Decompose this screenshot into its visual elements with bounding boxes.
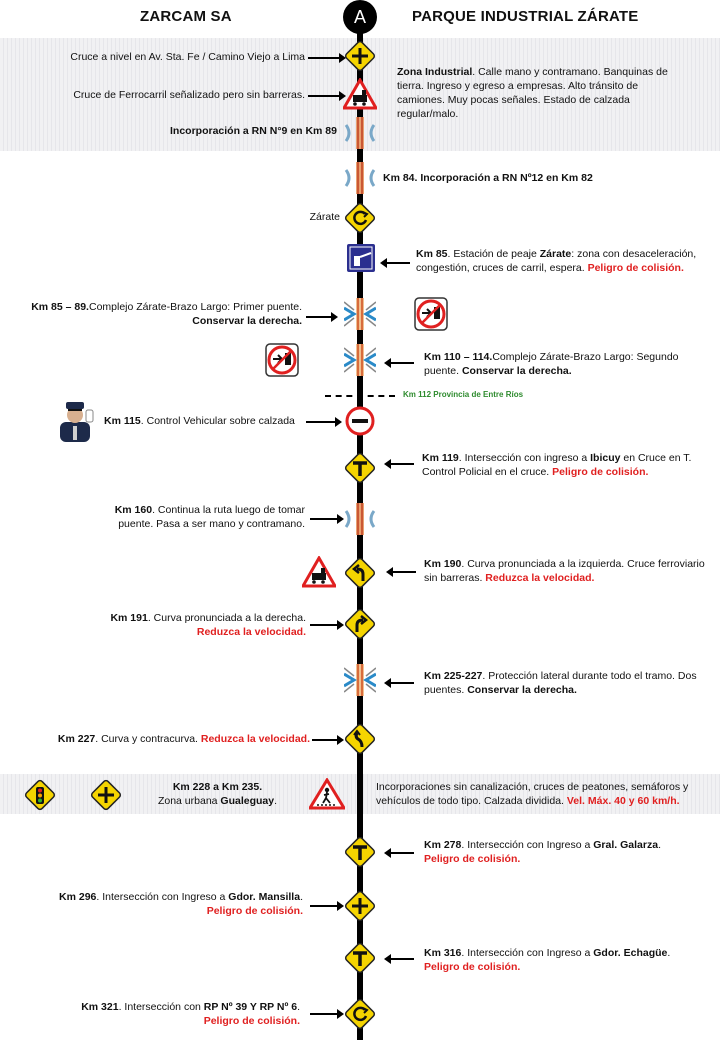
cruce-nivel-text: Cruce a nivel en Av. Sta. Fe / Camino Viejo a Lima	[70, 51, 305, 63]
left-curve-sign-icon	[344, 557, 376, 589]
arrow-cruce-ffcc	[308, 95, 344, 97]
arrow-km119	[386, 463, 414, 465]
km190-text: Km 190. Curva pronunciada a la izquierda. Cruce ferroviario sin barreras. Reduzca la velocidad.	[424, 558, 705, 584]
km316-text: Km 316. Intersección con Ingreso a Gdor. Echagüe. Peligro de colisión.	[424, 947, 671, 973]
km321-text: Km 321. Intersección con RP Nº 39 Y RP Nº 6. Peligro de colisión.	[81, 1001, 300, 1027]
zona-industrial-title: Zona Industrial	[397, 66, 473, 78]
incorp-rn9-text: Incorporación a RN N°9 en Km 89	[170, 125, 337, 137]
toll-station-sign-icon	[347, 244, 375, 272]
crossroad-sign-icon	[344, 40, 376, 72]
km228-text: Km 228 a Km 235. Zona urbana Gualeguay.	[157, 781, 278, 807]
t-intersection-sign-icon	[344, 836, 376, 868]
zona-industrial-text: Zona Industrial. Calle mano y contramano. Banquinas de tierra. Ingreso y egreso a empresas. Alto tránsito de camiones. Muy pocas señales. Estado de calzada regular/malo.	[397, 66, 668, 120]
zarate-label: Zárate	[309, 211, 340, 223]
bridge-icon	[344, 503, 376, 535]
roundabout-sign-icon	[344, 202, 376, 234]
arrow-km115	[306, 421, 340, 423]
km278-text: Km 278. Intersección con Ingreso a Gral. Galarza. Peligro de colisión.	[424, 839, 661, 865]
no-overtaking-sign-icon	[414, 297, 450, 333]
right-curve-sign-icon	[344, 608, 376, 640]
arrow-cruce-nivel	[308, 57, 344, 59]
province-border-label: Km 112 Provincia de Entre Ríos	[403, 390, 524, 399]
km191-text: Km 191. Curva pronunciada a la derecha. Reduzca la velocidad.	[110, 612, 306, 638]
bridge-protection-icon	[344, 344, 376, 376]
incorp-rn12-text: Km 84. Incorporación a RN Nº12 en Km 82	[383, 172, 593, 184]
arrow-km316	[386, 958, 414, 960]
km85-text: Km 85. Estación de peaje Zárate: zona con desaceleración, congestión, cruces de carril, espera. Peligro de colisión.	[416, 248, 697, 274]
km119-text: Km 119. Intersección con ingreso a Ibicuy en Cruce en T. Control Policial en el cruce. Peligro de colisión.	[422, 452, 692, 478]
double-curve-sign-icon	[344, 723, 376, 755]
arrow-km278	[386, 852, 414, 854]
no-entry-sign-icon	[345, 406, 375, 436]
bridge-protection-icon	[344, 664, 376, 696]
railway-crossing-sign-icon	[343, 78, 377, 110]
arrow-km85	[382, 262, 410, 264]
t-intersection-sign-icon	[344, 452, 376, 484]
arrow-km160	[310, 518, 342, 520]
t-intersection-sign-icon	[344, 942, 376, 974]
arrow-km191	[310, 624, 342, 626]
km110-text: Km 110 – 114.Complejo Zárate-Brazo Largo: Segundo puente. Conservar la derecha.	[424, 351, 679, 377]
police-officer-icon	[56, 398, 98, 442]
origin-title: ZARCAM SA	[140, 8, 232, 25]
bridge-icon	[344, 162, 376, 194]
pedestrian-crossing-sign-icon	[309, 778, 345, 810]
province-border-line	[325, 395, 395, 397]
urban-zone-text: Incorporaciones sin canalización, cruces de peatones, semáforos y vehículos de todo tipo. Calzada dividida. Vel. Máx. 40 y 60 km/h.	[376, 781, 689, 807]
start-marker: A	[343, 0, 377, 34]
km115-text: Km 115. Control Vehicular sobre calzada	[104, 415, 295, 427]
arrow-km85-89	[306, 316, 336, 318]
km160-text: Km 160. Continua la ruta luego de tomar puente. Pasa a ser mano y contramano.	[114, 504, 305, 530]
bridge-icon	[344, 117, 376, 149]
arrow-km321	[310, 1013, 342, 1015]
arrow-km110	[386, 362, 414, 364]
destination-title: PARQUE INDUSTRIAL ZÁRATE	[412, 8, 639, 25]
arrow-km296	[310, 905, 342, 907]
railway-crossing-sign-icon	[302, 556, 336, 588]
km85-89-text: Km 85 – 89.Complejo Zárate-Brazo Largo: Primer puente. Conservar la derecha.	[31, 301, 302, 327]
km225-text: Km 225-227. Protección lateral durante todo el tramo. Dos puentes. Conservar la derecha.	[424, 670, 697, 696]
arrow-km227	[312, 739, 342, 741]
km227-text: Km 227. Curva y contracurva. Reduzca la velocidad.	[57, 733, 310, 745]
no-overtaking-sign-icon	[265, 343, 301, 379]
crossroad-sign-icon	[90, 779, 122, 811]
arrow-km190	[388, 571, 416, 573]
arrow-km225	[386, 682, 414, 684]
bridge-protection-icon	[344, 298, 376, 330]
crossroad-sign-icon	[344, 890, 376, 922]
km296-text: Km 296. Intersección con Ingreso a Gdor. Mansilla. Peligro de colisión.	[59, 891, 303, 917]
roundabout-sign-icon	[344, 998, 376, 1030]
cruce-ffcc-text: Cruce de Ferrocarril señalizado pero sin barreras.	[73, 89, 305, 101]
traffic-light-sign-icon	[24, 779, 56, 811]
